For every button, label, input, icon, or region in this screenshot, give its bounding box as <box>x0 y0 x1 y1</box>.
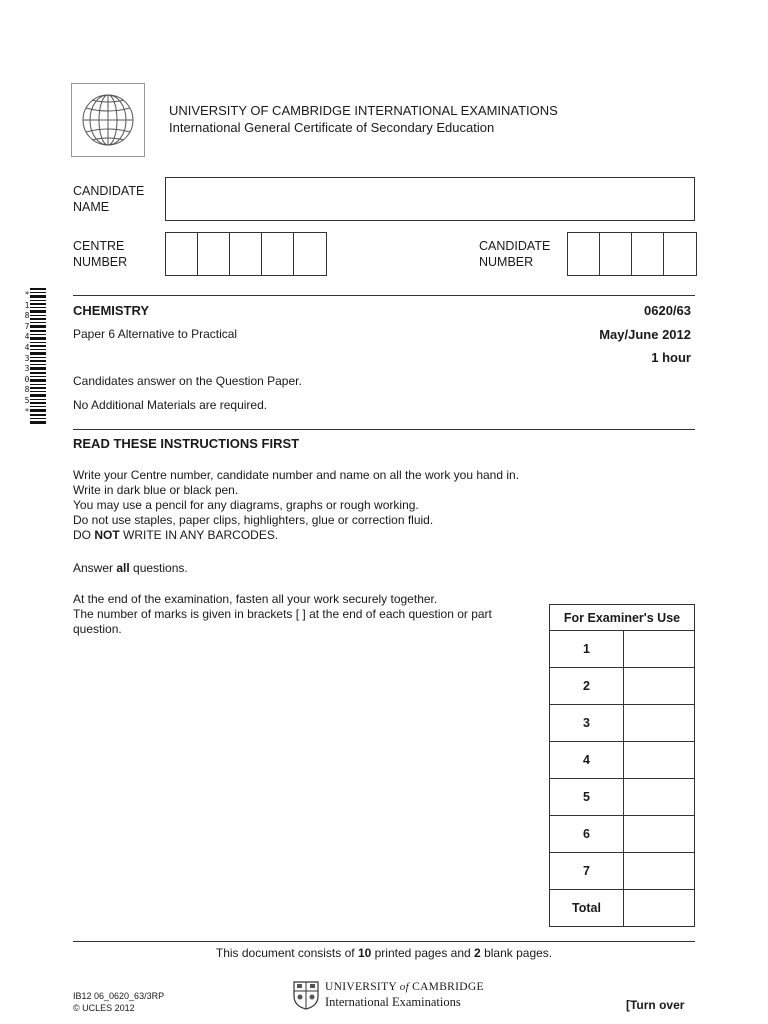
table-row <box>550 668 695 705</box>
examiner-table-heading: For Examiner's Use <box>550 605 695 631</box>
instruction-line: At the end of the examination, fasten all your work securely together. <box>73 592 438 606</box>
digit-box[interactable] <box>230 233 262 275</box>
table-row <box>550 742 695 779</box>
materials-note: Candidates answer on the Question Paper. <box>73 374 302 388</box>
examiner-use-table <box>549 604 695 927</box>
mark-cell[interactable] <box>624 705 695 742</box>
question-number: 6 <box>550 816 624 853</box>
mark-cell[interactable] <box>624 631 695 668</box>
barcode-number: * 1 8 7 4 4 3 3 0 8 5 * <box>24 290 30 416</box>
digit-box[interactable] <box>166 233 198 275</box>
mark-cell[interactable] <box>624 668 695 705</box>
digit-box[interactable] <box>568 233 600 275</box>
organisation-heading <box>169 102 558 136</box>
digit-box[interactable] <box>294 233 326 275</box>
cambridge-wordmark: UNIVERSITY of CAMBRIDGE International Examinations <box>325 981 484 1009</box>
exam-duration: 1 hour <box>651 350 691 365</box>
barcode <box>30 288 46 424</box>
footer-divider <box>73 941 695 942</box>
instruction-line: Do not use staples, paper clips, highlighters, glue or correction fluid. <box>73 513 434 527</box>
subject-title: CHEMISTRY <box>73 303 150 318</box>
instructions-heading: READ THESE INSTRUCTIONS FIRST <box>73 436 300 451</box>
question-number: 3 <box>550 705 624 742</box>
question-number: 2 <box>550 668 624 705</box>
table-row <box>550 705 695 742</box>
mark-cell[interactable] <box>624 779 695 816</box>
instruction-line: Write your Centre number, candidate number and name on all the work you hand in. <box>73 468 520 482</box>
qualification-name: International General Certificate of Secondary Education <box>169 120 495 135</box>
instruction-line: Write in dark blue or black pen. <box>73 483 239 497</box>
paper-code: 0620/63 <box>644 303 691 318</box>
mark-cell[interactable] <box>624 853 695 890</box>
instruction-line: question. <box>73 622 122 636</box>
globe-logo <box>71 83 145 157</box>
globe-icon <box>80 92 136 148</box>
copyright: © UCLES 2012 <box>73 1003 135 1013</box>
organisation-name: UNIVERSITY OF CAMBRIDGE INTERNATIONAL EXAMINATIONS <box>169 103 558 118</box>
question-number: 4 <box>550 742 624 779</box>
cambridge-crest-icon <box>292 980 320 1010</box>
question-number: 7 <box>550 853 624 890</box>
mark-cell[interactable] <box>624 816 695 853</box>
divider <box>73 429 695 430</box>
centre-number-field[interactable] <box>165 232 327 276</box>
paper-title: Paper 6 Alternative to Practical <box>73 327 238 341</box>
table-row <box>550 853 695 890</box>
table-row <box>550 779 695 816</box>
question-number: 1 <box>550 631 624 668</box>
digit-box[interactable] <box>632 233 664 275</box>
instructions-list <box>73 468 553 543</box>
reference-code: IB12 06_0620_63/3RP <box>73 991 165 1001</box>
divider <box>73 295 695 296</box>
candidate-number-label: CANDIDATE NUMBER <box>479 239 551 269</box>
centre-number-label: CENTRE NUMBER <box>73 239 128 269</box>
instruction-line: You may use a pencil for any diagrams, graphs or rough working. <box>73 498 419 512</box>
turn-over-note: [Turn over <box>626 998 685 1012</box>
digit-box[interactable] <box>600 233 632 275</box>
materials-note: No Additional Materials are required. <box>73 398 268 412</box>
instruction-line: DO NOT WRITE IN ANY BARCODES. <box>73 528 279 542</box>
instruction-line: The number of marks is given in brackets [ ] at the end of each question or part <box>73 607 492 621</box>
document-reference <box>73 990 164 1014</box>
table-row <box>550 816 695 853</box>
candidate-name-label: CANDIDATE NAME <box>73 184 145 214</box>
total-cell[interactable] <box>624 890 695 927</box>
end-instructions <box>73 592 553 637</box>
digit-box[interactable] <box>198 233 230 275</box>
question-number: 5 <box>550 779 624 816</box>
table-row <box>550 890 695 927</box>
digit-box[interactable] <box>664 233 696 275</box>
answer-instruction: Answer all questions. <box>73 561 188 575</box>
table-row <box>550 631 695 668</box>
candidate-number-field[interactable] <box>567 232 697 276</box>
total-label: Total <box>550 890 624 927</box>
candidate-name-field[interactable] <box>165 177 695 221</box>
digit-box[interactable] <box>262 233 294 275</box>
page-count-note: This document consists of 10 printed pages and 2 blank pages. <box>215 946 553 960</box>
exam-session: May/June 2012 <box>599 327 691 342</box>
mark-cell[interactable] <box>624 742 695 779</box>
